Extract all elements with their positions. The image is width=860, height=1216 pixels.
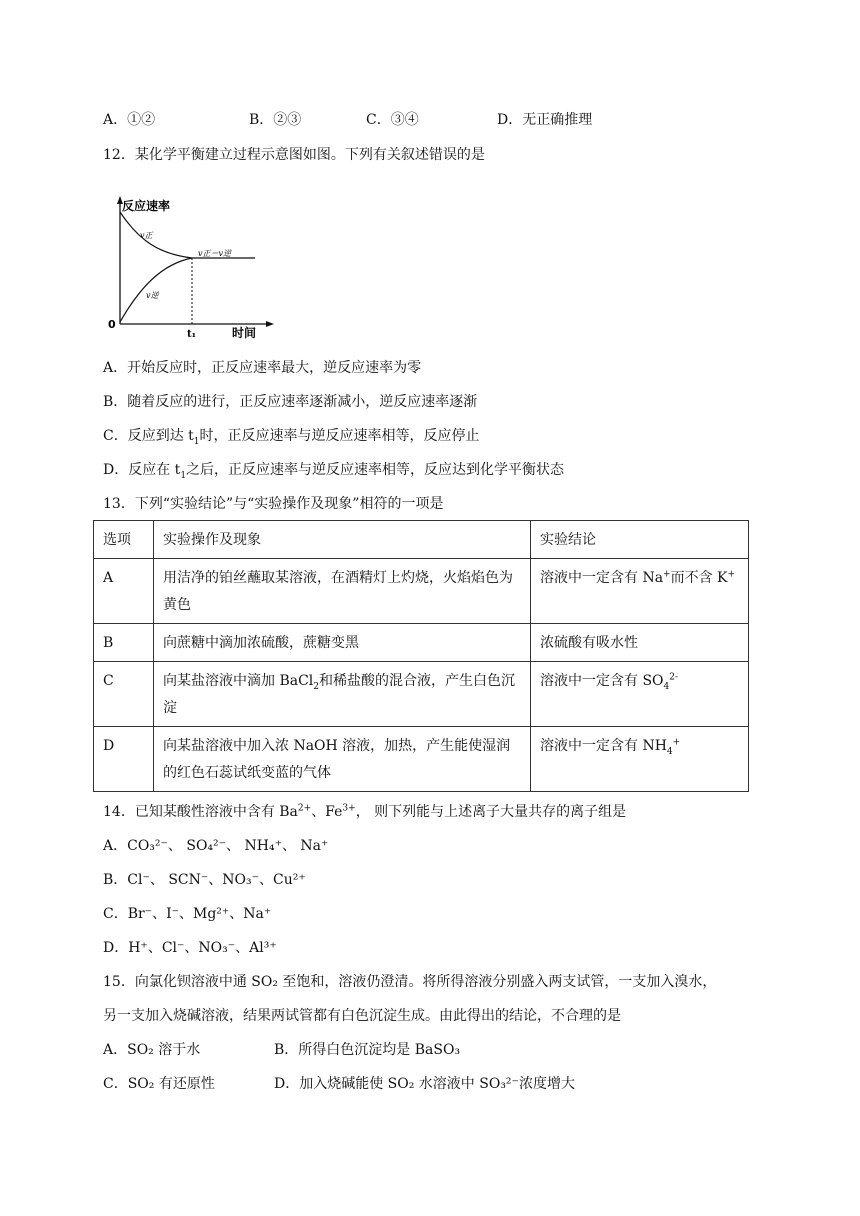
row-conclusion: 溶液中一定含有 Na+而不含 K+ [531, 559, 749, 624]
row-option: C [94, 662, 154, 727]
header-conclusion: 实验结论 [531, 521, 749, 559]
header-option: 选项 [94, 521, 154, 559]
q14-stem: 14．已知某酸性溶液中含有 $Ba^{2+}$、$Fe^{3+}$， 则下列能与上述离子大量共存的离子组是 [103, 803, 627, 820]
q13-table [93, 520, 749, 792]
row-option: A [94, 559, 154, 624]
q11-option-a: A．①② [103, 112, 156, 128]
table-row [94, 624, 749, 662]
q12-option-c: C．反应到达 $t_1$时，正反应速率与逆反应速率相等，反应停止 [103, 428, 480, 447]
row-option: D [94, 727, 154, 792]
table-row [94, 559, 749, 624]
q12-option-d: D．反应在 $t_1$之后，正反应速率与逆反应速率相等，反应达到化学平衡状态 [103, 462, 565, 481]
row-option: B [94, 624, 154, 662]
q14-option-c: C．Br⁻、I⁻、Mg²⁺、Na⁺ [103, 906, 272, 922]
q15-option-a: A．SO₂ 溶于水 [103, 1042, 201, 1058]
row-conclusion: 浓硫酸有吸水性 [531, 624, 749, 662]
q14-option-a: A．CO₃²⁻、 SO₄²⁻、 NH₄⁺、 Na⁺ [103, 838, 329, 854]
table-row [94, 662, 749, 727]
q15-option-c: C．SO₂ 有还原性 [103, 1076, 215, 1092]
q14-option-d: D．H⁺、Cl⁻、NO₃⁻、Al³⁺ [103, 940, 277, 956]
v-reverse-label: v逆 [146, 291, 159, 300]
q13-stem: 13．下列“实验结论”与“实验操作及现象”相符的一项是 [103, 496, 444, 512]
q14-option-b: B．Cl⁻、 SCN⁻、NO₃⁻、Cu²⁺ [103, 872, 306, 888]
x-axis-arrow [266, 321, 274, 327]
q11-option-d: D．无正确推理 [497, 112, 593, 128]
table-header-row [94, 521, 749, 559]
q15-stem-line1: 15．向氯化钡溶液中通 SO₂ 至饱和，溶液仍澄清。将所得溶液分别盛入两支试管，一支加入溴水， [103, 974, 717, 990]
row-operation: 向某盐溶液中滴加 BaCl$_2$和稀盐酸的混合液，产生白色沉淀 [154, 662, 531, 727]
table-row [94, 727, 749, 792]
row-operation: 向蔗糖中滴加浓硫酸，蔗糖变黑 [154, 624, 531, 662]
q12-stem: 12．某化学平衡建立过程示意图如图。下列有关叙述错误的是 [103, 147, 485, 163]
rate-time-figure [100, 192, 280, 342]
origin-label: 0 [108, 318, 116, 331]
y-axis-label: 反应速率 [122, 199, 171, 213]
q15-option-d: D．加入烧碱能使 SO₂ 水溶液中 SO₃²⁻浓度增大 [274, 1076, 575, 1092]
q12-option-b: B．随着反应的进行，正反应速率逐渐减小，逆反应速率逐渐 [103, 394, 478, 410]
row-operation: 用洁净的铂丝蘸取某溶液，在酒精灯上灼烧，火焰焰色为黄色 [154, 559, 531, 624]
q15-stem-line2: 另一支加入烧碱溶液，结果两试管都有白色沉淀生成。由此得出的结论，不合理的是 [103, 1008, 621, 1024]
row-operation: 向某盐溶液中加入浓 NaOH 溶液，加热，产生能使湿润的红色石蕊试纸变蓝的气体 [154, 727, 531, 792]
x-axis-label: 时间 [232, 326, 257, 340]
row-conclusion: 溶液中一定含有 $NH_4^+$ [531, 727, 749, 792]
q11-option-c: C．③④ [366, 112, 419, 128]
t1-label: t₁ [187, 329, 196, 340]
header-operation: 实验操作及现象 [154, 521, 531, 559]
row-conclusion: 溶液中一定含有 $SO_4^{2-}$ [531, 662, 749, 727]
v-forward-label: v正 [140, 231, 153, 240]
q11-option-b: B．②③ [249, 112, 302, 128]
reverse-rate-curve [120, 258, 192, 322]
equilibrium-label: v正＝v逆 [198, 249, 232, 258]
q12-option-a: A．开始反应时，正反应速率最大，逆反应速率为零 [103, 360, 422, 376]
q15-option-b: B．所得白色沉淀均是 BaSO₃ [274, 1042, 461, 1058]
